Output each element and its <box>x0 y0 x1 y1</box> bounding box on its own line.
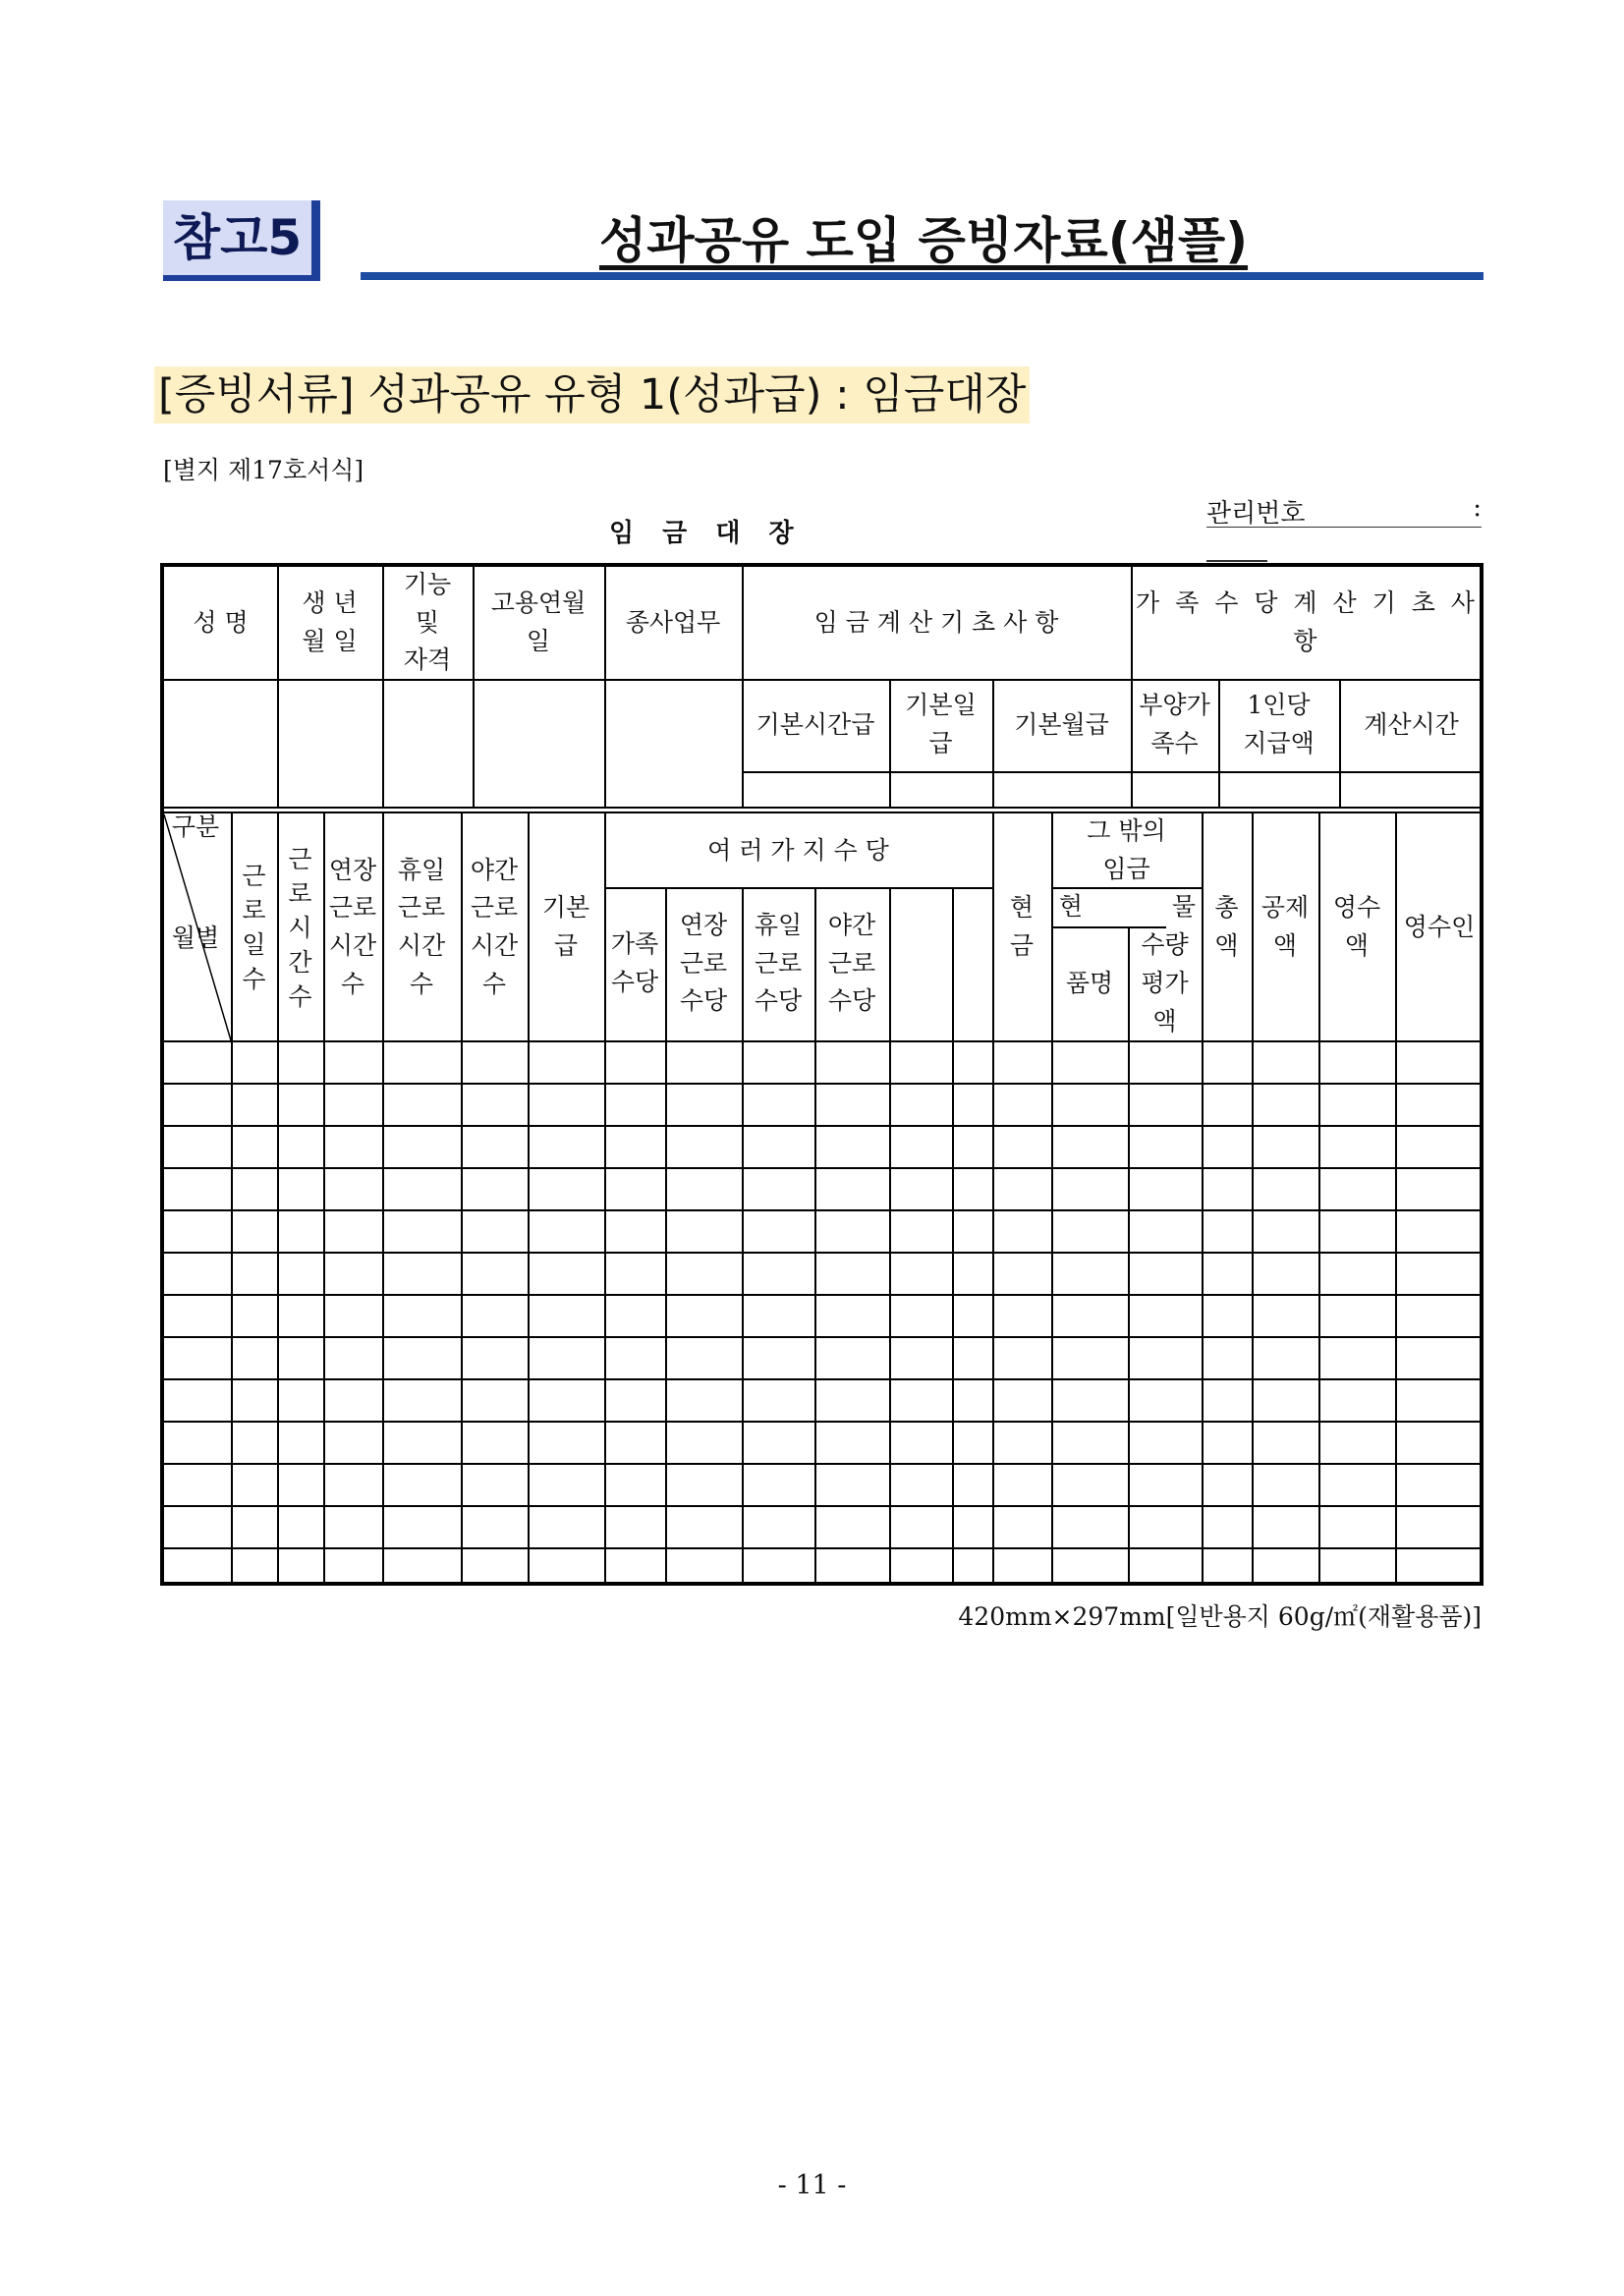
grid-line-h <box>164 1336 1484 1338</box>
header-basic-hourly-wage: 기본시간급 <box>756 709 875 739</box>
grid-line-h <box>164 1421 1484 1423</box>
header-name: 성 명 <box>193 607 249 637</box>
page-number: - 11 - <box>777 2170 847 2201</box>
header-holiday-hours: 휴일 근로 시간 수 <box>397 855 446 998</box>
header-base-pay: 기본 급 <box>541 893 590 960</box>
header-recipient: 영수인 <box>1403 912 1476 941</box>
header-job-duty: 종사업무 <box>625 607 721 637</box>
register-title: 임 금 대 장 <box>609 519 804 548</box>
header-other-wages: 그 밖의 임금 <box>1087 816 1166 883</box>
grid-line-v <box>889 887 891 1582</box>
header-deduction: 공제 액 <box>1260 893 1310 960</box>
grid-line-h <box>164 1083 1484 1085</box>
grid-line-h <box>164 1547 1484 1549</box>
page-title: 성과공유 도입 증빙자료(샘플) <box>598 212 1249 269</box>
header-skill-qualification: 기능 및 자격 <box>403 569 452 675</box>
header-birth-date: 생 년 월 일 <box>302 588 358 655</box>
header-in-kind-left: 현 <box>1058 891 1084 921</box>
form-number: [별지 제17호서식] <box>163 456 364 484</box>
management-number-field <box>1206 493 1482 528</box>
header-item-name: 품명 <box>1065 968 1114 997</box>
header-night-hours: 야간 근로 시간 수 <box>470 855 519 998</box>
header-quantity-value: 수량 평가 액 <box>1141 930 1189 1036</box>
grid-line-h <box>164 1125 1484 1127</box>
header-category: 구분 <box>171 812 220 841</box>
header-dependents: 부양가 족수 <box>1139 691 1210 757</box>
header-basic-monthly-wage: 기본월급 <box>1014 709 1109 739</box>
wage-register-table <box>160 563 1484 1586</box>
header-month: 월별 <box>171 923 220 952</box>
header-received-amount: 영수 액 <box>1332 893 1381 960</box>
reference-badge <box>163 200 320 275</box>
header-night-allowance: 야간 근로 수당 <box>827 910 876 1016</box>
header-holiday-allowance: 휴일 근로 수당 <box>754 910 803 1016</box>
section-subtitle: [증빙서류] 성과공유 유형 1(성과급) : 임금대장 <box>154 366 1030 423</box>
grid-line-h <box>164 1040 1484 1042</box>
header-family-allowance: 가족 수당 <box>610 929 659 996</box>
grid-line-h <box>164 1378 1484 1380</box>
grid-line-h <box>164 1505 1484 1507</box>
grid-line-h <box>164 1463 1484 1465</box>
badge-label: 참고5 <box>172 209 303 266</box>
diagonal-divider <box>164 567 233 1044</box>
header-total: 총 액 <box>1214 893 1239 960</box>
header-work-hours: 근 로 시 간 수 <box>288 844 312 1011</box>
grid-line-h <box>164 1167 1484 1169</box>
header-work-days: 근 로 일 수 <box>242 862 266 993</box>
title-underline-bar <box>361 272 1484 280</box>
grid-line-v <box>952 887 954 1582</box>
grid-line-h <box>164 1252 1484 1254</box>
management-number-label: 관리번호 <box>1206 499 1306 529</box>
header-cash: 현 금 <box>1009 893 1035 960</box>
header-calc-hours: 계산시간 <box>1364 709 1459 739</box>
grid-line-h <box>164 1294 1484 1296</box>
header-family-allowance-basis: 가 족 수 당 계 산 기 초 사 항 <box>1136 588 1479 655</box>
header-per-person-amount: 1인당 지급액 <box>1243 691 1315 757</box>
header-wage-calc-basis: 임 금 계 산 기 초 사 항 <box>813 607 1059 637</box>
grid-line-h <box>164 807 1484 809</box>
header-hire-date: 고용연월 일 <box>490 588 587 655</box>
management-number-colon: : <box>1473 493 1482 523</box>
header-in-kind-right: 물 <box>1171 891 1197 921</box>
grid-line-h <box>742 771 1484 773</box>
header-overtime-hours: 연장 근로 시간 수 <box>328 855 377 998</box>
grid-line-h <box>164 812 1484 813</box>
header-various-allowances: 여 러 가 지 수 당 <box>707 835 889 865</box>
management-number-underline <box>1206 560 1267 562</box>
header-basic-daily-wage: 기본일 급 <box>905 691 977 757</box>
header-overtime-allowance: 연장 근로 수당 <box>679 910 728 1016</box>
paper-spec-note: 420mm×297mm[일반용지 60g/㎡(재활용품)] <box>958 1602 1482 1631</box>
grid-line-h <box>164 1209 1484 1211</box>
